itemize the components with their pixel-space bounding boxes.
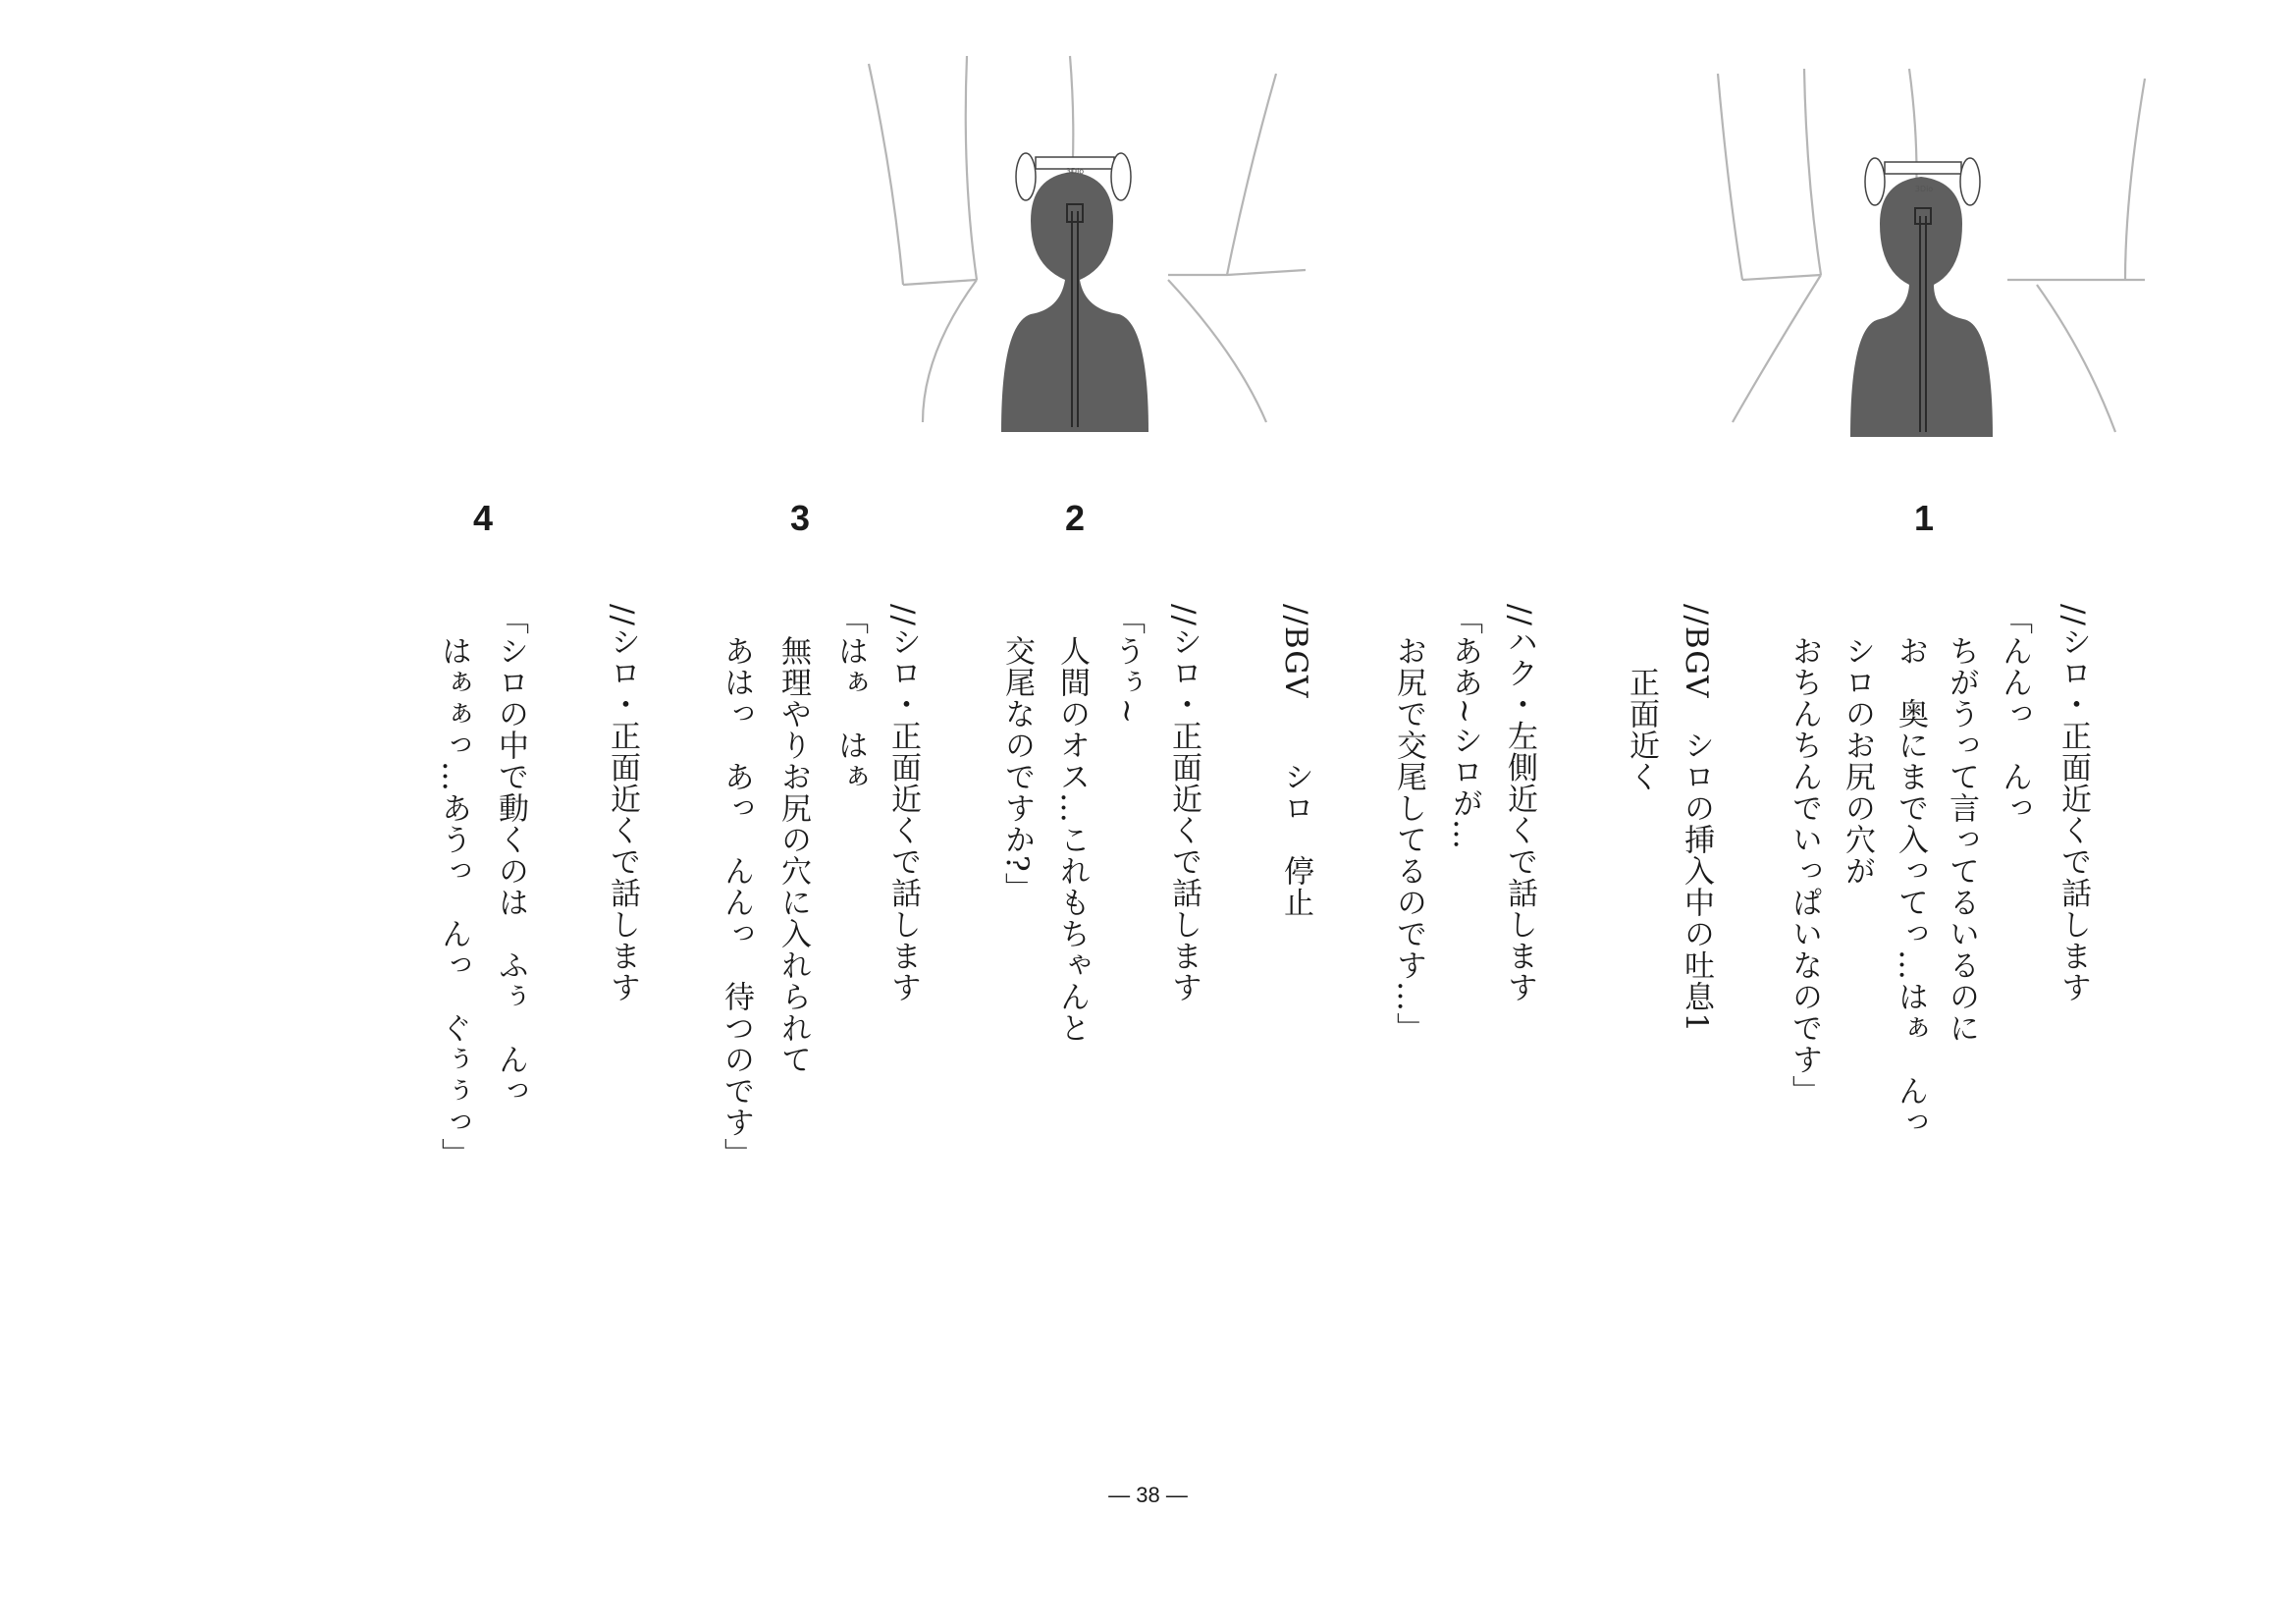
- script-line: //ハク・左側近くで話します: [1502, 604, 1537, 1003]
- section-number-3: 3: [789, 498, 811, 538]
- headset-label: 3Dio: [1914, 185, 1934, 193]
- script-line: 「うぅ~: [1109, 604, 1145, 725]
- script-line: ちがうって言ってるいるのに: [1944, 604, 1979, 1044]
- script-line: 交尾なのですか?」: [999, 604, 1035, 904]
- script-line: お 奥にまで入ってっ…はぁ んっ: [1893, 604, 1928, 1138]
- script-line: シロのお尻の穴が: [1840, 604, 1875, 887]
- section-number-1: 1: [1913, 498, 1935, 538]
- page-number: ― 38 ―: [1108, 1483, 1188, 1507]
- script-line: 無理やりお尻の穴に入れられて: [775, 604, 811, 1075]
- script-line: //シロ・正面近くで話します: [885, 604, 921, 1003]
- script-line: 「はぁ はぁ: [832, 604, 868, 792]
- script-line: //シロ・正面近くで話します: [1166, 604, 1201, 1003]
- headset-label: 3Dio: [1065, 167, 1085, 176]
- dummy-head-figure: [1001, 153, 1148, 432]
- dummy-head-figure: [1850, 158, 1993, 437]
- script-line: //シロ・正面近くで話します: [605, 604, 640, 1003]
- dummy-head-room-drawing: [1713, 0, 2204, 452]
- script-line: 人間のオス…これもちゃんと: [1054, 604, 1090, 1044]
- script-line: 「んんっ んっ: [1997, 604, 2032, 824]
- script-line: //BGV シロ 停止: [1278, 604, 1313, 919]
- script-line: 「シロの中で動くのは ふぅ んっ: [493, 604, 528, 1107]
- script-line: あはっ あっ んんっ 待つのです」: [719, 604, 754, 1169]
- script-line: 正面近く: [1624, 604, 1659, 792]
- script-line: //BGV シロの挿入中の吐息1: [1679, 604, 1714, 1034]
- script-line: おちんちんでいっぱいなのです」: [1787, 604, 1822, 1107]
- section-number-2: 2: [1064, 498, 1086, 538]
- script-line: お尻で交尾してるのです…」: [1391, 604, 1426, 1044]
- illustration-scene-2: [864, 0, 1355, 452]
- script-line: 「ああ~シロが…: [1447, 604, 1482, 850]
- dummy-head-room-drawing: [864, 0, 1355, 452]
- script-line: はぁぁっ…あうっ んっ ぐぅぅっ」: [436, 604, 471, 1169]
- script-line: //シロ・正面近くで話します: [2056, 604, 2091, 1003]
- section-number-4: 4: [472, 498, 494, 538]
- illustration-scene-1: [1713, 0, 2204, 452]
